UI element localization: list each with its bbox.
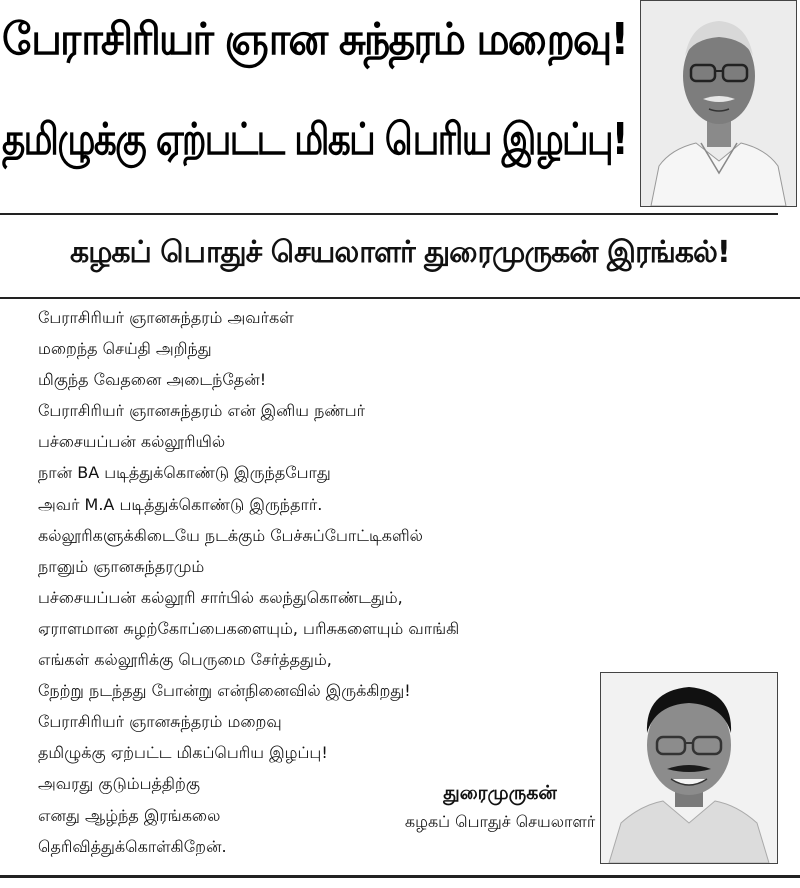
statement-line: பேராசிரியர் ஞானசுந்தரம் அவர்கள் bbox=[38, 308, 294, 327]
divider-bottom bbox=[0, 875, 800, 878]
headline-line-2: தமிழுக்கு ஏற்பட்ட மிகப் பெரிய இழப்பு! bbox=[1, 114, 627, 165]
statement-line: எங்கள் கல்லூரிக்கு பெருமை சேர்த்ததும், bbox=[38, 650, 332, 670]
statement-line: தமிழுக்கு ஏற்பட்ட மிகப்பெரிய இழப்பு! bbox=[38, 743, 328, 763]
headline-line-1: பேராசிரியர் ஞான சுந்தரம் மறைவு! bbox=[1, 14, 627, 65]
portrait-illustration bbox=[601, 673, 777, 863]
statement-line: ஏராளமான சுழற்கோப்பைகளையும், பரிசுகளையும் வாங்கி bbox=[38, 618, 460, 638]
statement-line: பேராசிரியர் ஞானசுந்தரம் மறைவு bbox=[38, 712, 282, 732]
divider-mid bbox=[0, 297, 800, 299]
statement-line: தெரிவித்துக்கொள்கிறேன். bbox=[38, 836, 227, 856]
statement-line: நானும் ஞானசுந்தரமும் bbox=[38, 556, 205, 576]
portrait-photo-gnanasundaram bbox=[640, 0, 797, 207]
statement-line: மிகுந்த வேதனை அடைந்தேன்! bbox=[38, 370, 267, 390]
statement-line: மறைந்த செய்தி அறிந்து bbox=[38, 339, 212, 359]
statement-line: அவர் M.A படித்துக்கொண்டு இருந்தார். bbox=[38, 494, 323, 514]
signature-name: துரைமுருகன் bbox=[443, 782, 557, 804]
statement-line: நேற்று நடந்தது போன்று என்நினைவில் இருக்கிறது! bbox=[38, 681, 411, 701]
portrait-photo-duraimurugan bbox=[600, 672, 778, 864]
statement-line: அவரது குடும்பத்திற்கு bbox=[38, 774, 201, 794]
statement-line: எனது ஆழ்ந்த இரங்கலை bbox=[38, 805, 221, 825]
statement-body bbox=[38, 302, 598, 862]
statement-line: நான் BA படித்துக்கொண்டு இருந்தபோது bbox=[38, 463, 331, 483]
statement-line: பச்சையப்பன் கல்லூரியில் bbox=[38, 432, 226, 452]
statement-line: கல்லூரிகளுக்கிடையே நடக்கும் பேச்சுப்போட்டிகளில் bbox=[38, 525, 423, 545]
subheadline: கழகப் பொதுச் செயலாளர் துரைமுருகன் இரங்கல்! bbox=[70, 235, 730, 270]
signature-title: கழகப் பொதுச் செயலாளர் bbox=[404, 812, 596, 831]
statement-line: பச்சையப்பன் கல்லூரி சார்பில் கலந்துகொண்டதும், bbox=[38, 587, 403, 607]
divider-top bbox=[0, 213, 778, 215]
statement-line: பேராசிரியர் ஞானசுந்தரம் என் இனிய நண்பர் bbox=[38, 401, 365, 421]
portrait-illustration bbox=[641, 1, 796, 206]
